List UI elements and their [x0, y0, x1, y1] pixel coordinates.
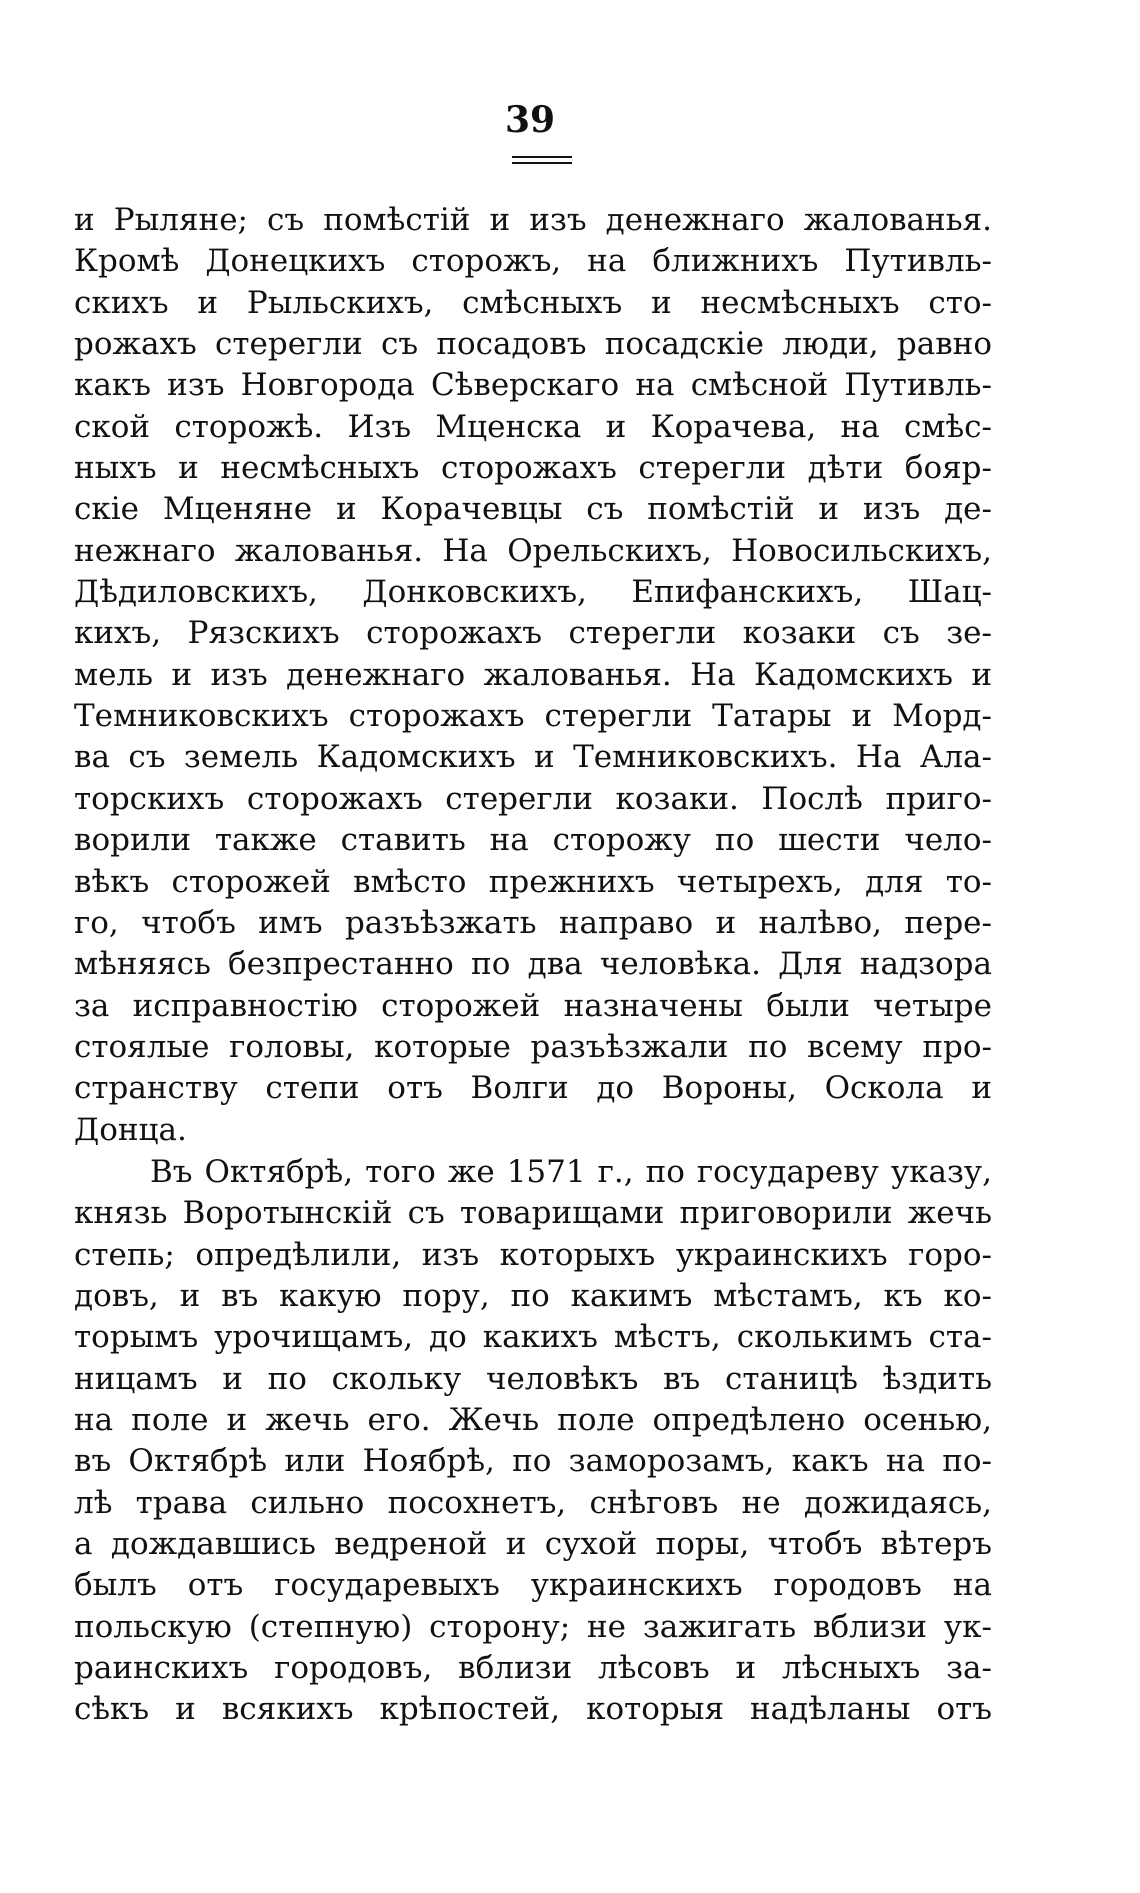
- text-line: какъ изъ Новгорода Сѣверскаго на смѣсной Путивль-: [74, 367, 992, 404]
- text-line: въ Октябрѣ или Ноябрѣ, по заморозамъ, какъ на по-: [74, 1443, 992, 1480]
- paragraph-1: [74, 200, 992, 1151]
- text-line: скіе Мценяне и Корачевцы съ помѣстій и изъ де-: [74, 491, 992, 528]
- text-line: довъ, и въ какую пору, по какимъ мѣстамъ, къ ко-: [74, 1278, 992, 1315]
- text-line: на поле и жечь его. Жечь поле опредѣлено осенью,: [74, 1402, 992, 1439]
- page-number-rule-bottom: [512, 162, 572, 164]
- text-line: ницамъ и по скольку человѣкъ въ станицѣ ѣздить: [74, 1360, 992, 1397]
- text-line: ва съ земель Кадомскихъ и Темниковскихъ. На Ала-: [74, 739, 992, 776]
- text-line: кихъ, Рязскихъ сторожахъ стерегли козаки съ зе-: [74, 615, 992, 652]
- paragraph-2: [74, 1152, 992, 1731]
- text-line: польскую (степную) сторону; не зажигать вблизи ук-: [74, 1608, 992, 1645]
- text-line: ворили также ставить на сторожу по шести чело-: [74, 822, 992, 859]
- text-line: вѣкъ сторожей вмѣсто прежнихъ четырехъ, для то-: [74, 863, 992, 900]
- text-line: торымъ урочищамъ, до какихъ мѣстъ, сколькимъ ста-: [74, 1319, 992, 1356]
- text-line: Донца.: [74, 1111, 187, 1148]
- text-line: былъ отъ государевыхъ украинскихъ городовъ на: [74, 1567, 992, 1604]
- text-line: Въ Октябрѣ, того же 1571 г., по государеву указу,: [150, 1154, 992, 1190]
- text-line: а дождавшись ведреной и сухой поры, чтобъ вѣтеръ: [74, 1526, 992, 1563]
- page-number: 39: [504, 99, 556, 141]
- text-line: рожахъ стерегли съ посадовъ посадскіе люди, равно: [74, 326, 992, 363]
- text-line: лѣ трава сильно посохнетъ, снѣговъ не дожидаясь,: [74, 1484, 992, 1521]
- text-line: торскихъ сторожахъ стерегли козаки. Послѣ приго-: [74, 780, 992, 817]
- text-line: мель и изъ денежнаго жалованья. На Кадомскихъ и: [74, 656, 992, 693]
- page-number-rule-top: [512, 156, 572, 158]
- text-line: князь Воротынскій съ товарищами приговорили жечь: [74, 1195, 992, 1232]
- text-line: Кромѣ Донецкихъ сторожъ, на ближнихъ Путивль-: [74, 243, 992, 280]
- text-line: сѣкъ и всякихъ крѣпостей, которыя надѣланы отъ: [74, 1691, 992, 1728]
- text-line: ныхъ и несмѣсныхъ сторожахъ стерегли дѣти бояр-: [74, 450, 992, 487]
- text-line: странству степи отъ Волги до Вороны, Оскола и: [74, 1070, 992, 1107]
- text-line: ской сторожѣ. Изъ Мценска и Корачева, на смѣс-: [74, 408, 992, 445]
- text-line: за исправностію сторожей назначены были четыре: [74, 987, 992, 1024]
- text-line: раинскихъ городовъ, вблизи лѣсовъ и лѣсныхъ за-: [74, 1650, 992, 1687]
- text-line: скихъ и Рыльскихъ, смѣсныхъ и несмѣсныхъ сто-: [74, 284, 992, 321]
- text-line: Темниковскихъ сторожахъ стерегли Татары и Морд-: [74, 698, 992, 735]
- text-line: и Рыляне; съ помѣстій и изъ денежнаго жалованья.: [74, 202, 992, 238]
- text-line: мѣняясь безпрестанно по два человѣка. Для надзора: [74, 946, 992, 983]
- text-line: степь; опредѣлили, изъ которыхъ украинскихъ горо-: [74, 1236, 992, 1273]
- text-line: нежнаго жалованья. На Орельскихъ, Новосильскихъ,: [74, 532, 992, 569]
- text-line: Дѣдиловскихъ, Донковскихъ, Епифанскихъ, Шац-: [74, 574, 992, 611]
- text-line: го, чтобъ имъ разъѣзжать направо и налѣво, пере-: [74, 904, 992, 941]
- text-line: стоялые головы, которые разъѣзжали по всему про-: [74, 1028, 992, 1065]
